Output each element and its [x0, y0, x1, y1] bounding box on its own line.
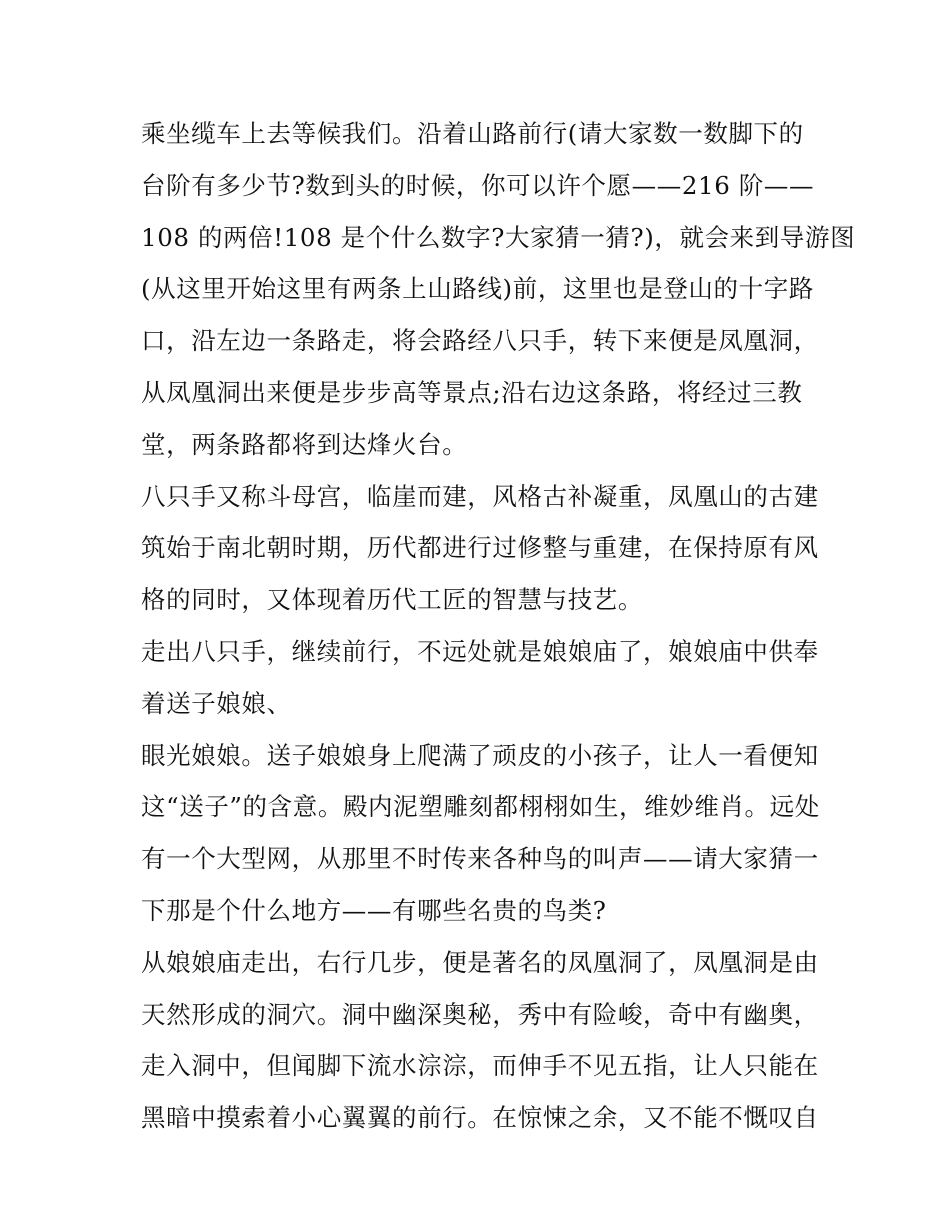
body-text [141, 108, 856, 1144]
text-line: 筑始于南北朝时期，历代都进行过修整与重建，在保持原有风 [141, 533, 819, 563]
text-line: 这“送子”的含意。殿内泥塑雕刻都栩栩如生，维妙维肖。远处 [141, 792, 820, 822]
text-line: 台阶有多少节?数到头的时候，你可以许个愿——216 阶—— [141, 170, 815, 200]
text-line: 着送子娘娘、 [141, 688, 292, 718]
text-line: (从这里开始这里有两条上山路线)前，这里也是登山的十字路 [141, 274, 814, 304]
text-line: 格的同时，又体现着历代工匠的智慧与技艺。 [141, 585, 643, 615]
text-line: 108 的两倍!108 是个什么数字?大家猜一猜?)，就会来到导游图 [141, 222, 856, 252]
text-line: 乘坐缆车上去等候我们。沿着山路前行(请大家数一数脚下的 [141, 119, 804, 148]
text-line: 天然形成的洞穴。洞中幽深奥秘，秀中有险峻，奇中有幽奥， [141, 999, 819, 1029]
text-line: 有一个大型网，从那里不时传来各种鸟的叫声——请大家猜一 [141, 844, 819, 874]
text-line: 从凤凰洞出来便是步步高等景点;沿右边这条路，将经过三教 [141, 377, 803, 407]
text-line: 眼光娘娘。送子娘娘身上爬满了顽皮的小孩子，让人一看便知 [141, 740, 819, 770]
text-line: 下那是个什么地方——有哪些名贵的鸟类? [141, 895, 607, 925]
text-line: 黑暗中摸索着小心翼翼的前行。在惊悚之余，又不能不慨叹自 [141, 1103, 819, 1133]
text-line: 口，沿左边一条路走，将会路经八只手，转下来便是凤凰洞， [141, 326, 819, 356]
text-line: 走出八只手，继续前行，不远处就是娘娘庙了，娘娘庙中供奉 [141, 636, 819, 666]
text-line: 堂，两条路都将到达烽火台。 [141, 429, 468, 459]
text-line: 走入洞中，但闻脚下流水淙淙，而伸手不见五指，让人只能在 [141, 1051, 819, 1081]
text-line: 从娘娘庙走出，右行几步，便是著名的凤凰洞了，凤凰洞是由 [141, 947, 819, 977]
text-line: 八只手又称斗母宫，临崖而建，风格古补凝重，凤凰山的古建 [141, 481, 819, 511]
